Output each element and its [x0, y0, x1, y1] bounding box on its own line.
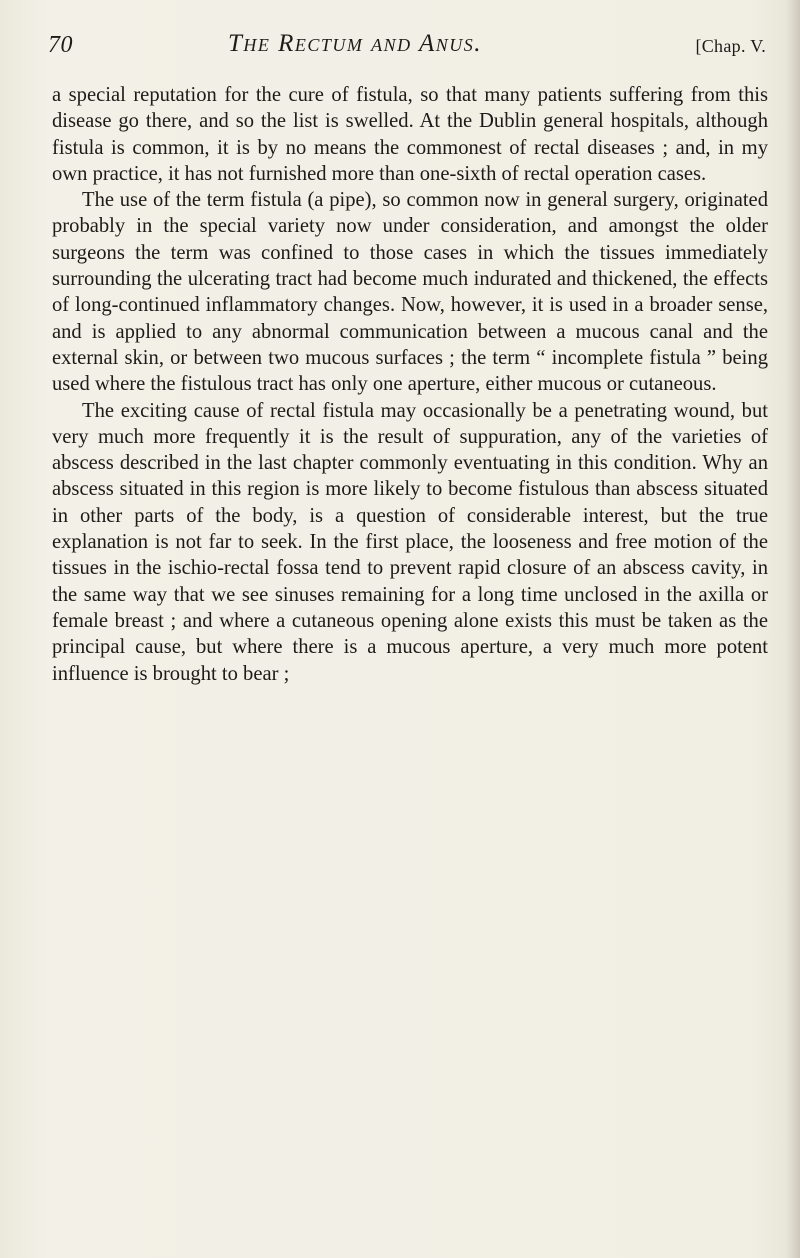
paragraph-exciting-cause: The exciting cause of rectal fistula may occasionally be a penetrating wound, but very much more frequently it is the result of suppuration, any of the varieties of abscess described in the last chapter commonly eventuating in this condition. Why an abscess situated in this region is more likely to become fistulous than abscess situated in other parts of the body, is a question of considerable interest, but the true explanation is not far to seek. In the first place, the looseness and free motion of the tissues in the ischio-rectal fossa tend to prevent rapid closure of an abscess cavity, in the same way that we see sinuses remaining for a long time unclosed in the axilla or female breast ; and where a cutaneous opening alone exists this must be taken as the principal cause, but where there is a mucous aperture, a very much more potent influence is brought to bear ;: [52, 399, 768, 685]
running-title: The Rectum and Anus.: [228, 30, 482, 57]
page-edge-shadow: [786, 0, 800, 1258]
paragraph-continued: a special reputation for the cure of fistula, so that many patients suffering from this disease go there, and so the list is swelled. At the Dublin general hospitals, although fistula is common, it is by no means the commonest of rectal diseases ; and, in my own practice, it has not furnished more than one-sixth of rectal operation cases.: [52, 84, 768, 185]
chapter-reference: [Chap. V.: [695, 36, 766, 56]
page-header: [48, 30, 766, 64]
page-number: 70: [48, 32, 73, 58]
body-text: [52, 82, 768, 687]
paragraph-term-fistula: The use of the term fistula (a pipe), so common now in general surgery, originated probably in the special variety now under consideration, and amongst the older surgeons the term was confined to those cases in which the tissues immediately surrounding the ulcerating tract had become much indurated and thickened, the effects of long-continued inflammatory changes. Now, however, it is used in a broader sense, and is applied to any abnormal communication between a mucous canal and the external skin, or between two mucous surfaces ; the term “ incomplete fistula ” being used where the fistulous tract has only one aperture, either mucous or cutaneous.: [52, 189, 768, 396]
